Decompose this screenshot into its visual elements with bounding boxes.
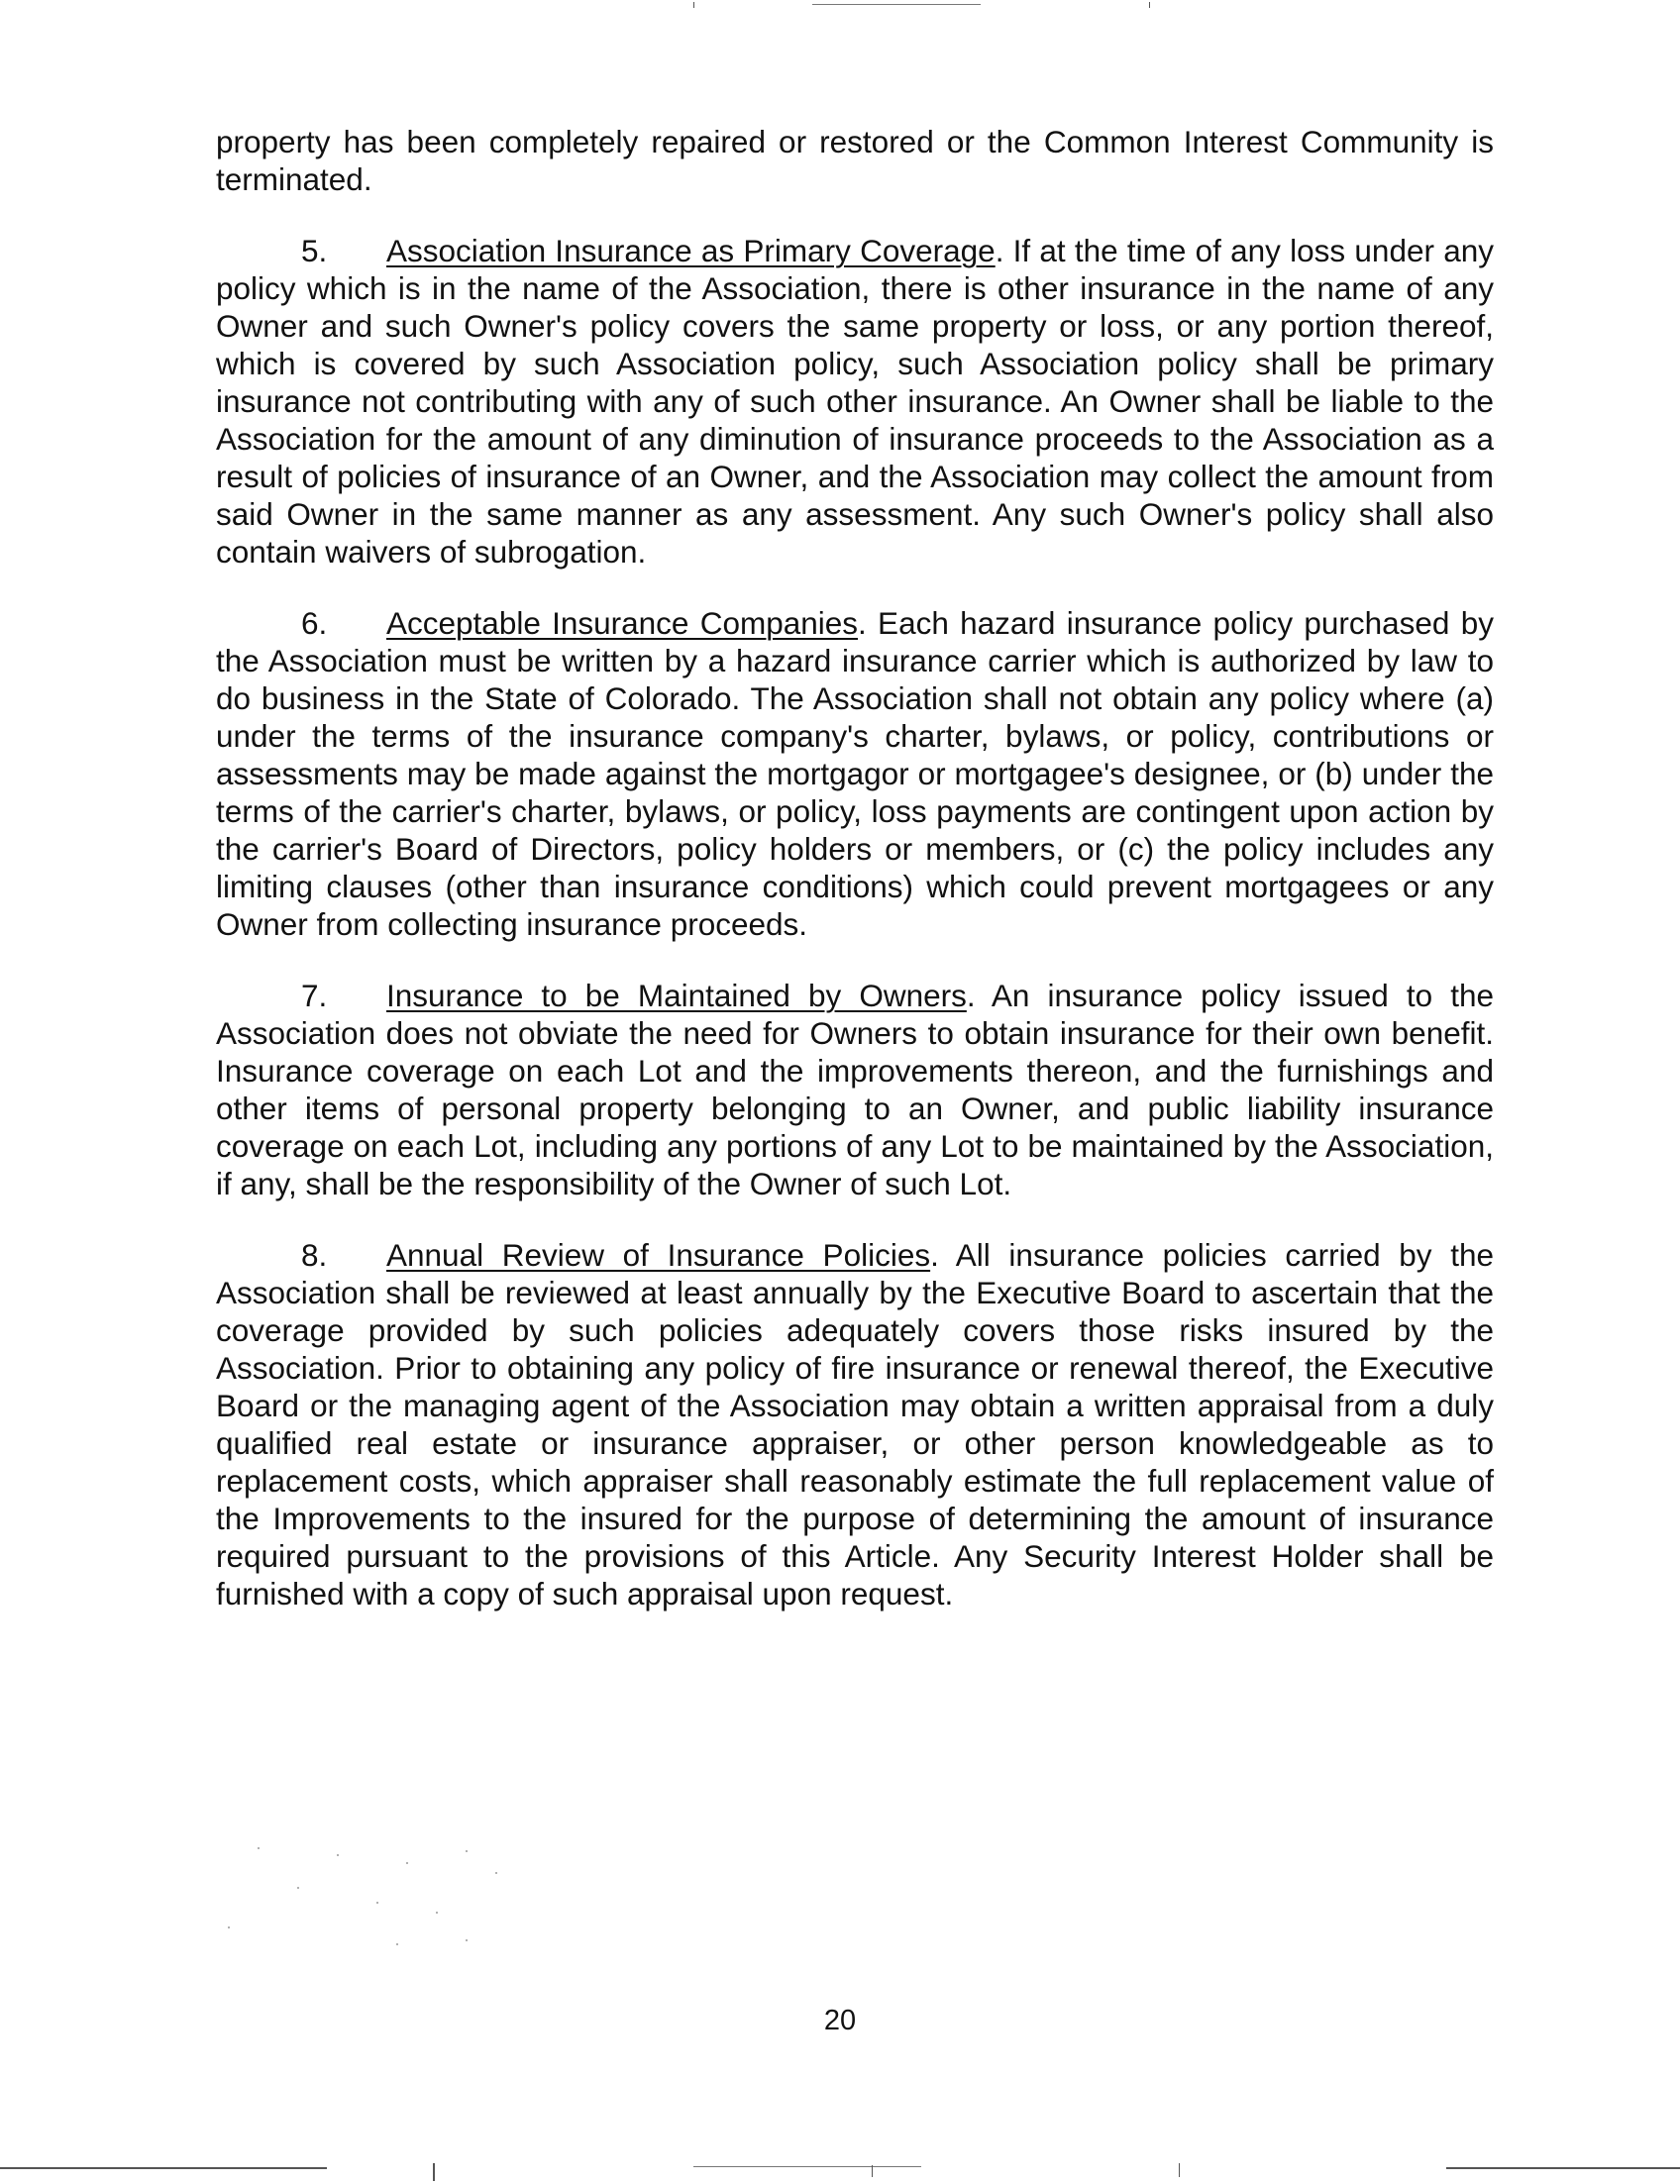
section-8-paragraph [216,1236,1494,1612]
section-5-heading: Association Insurance as Primary Coverage [386,233,996,268]
continuation-paragraph: property has been completely repaired or restored or the Common Interest Community is terminated. [216,124,1494,197]
scan-artifact-bottom-line [0,2167,327,2169]
section-8-heading: Annual Review of Insurance Policies [386,1237,931,1273]
section-5-paragraph [216,232,1494,571]
scan-speck [406,1862,408,1864]
scan-artifact-tick [1179,2163,1180,2177]
section-6-heading: Acceptable Insurance Companies [386,605,859,641]
page-number: 20 [823,2005,857,2036]
scan-speck [466,1850,468,1852]
scan-speck [258,1847,260,1849]
scan-speck [337,1854,339,1856]
document-body [216,123,1494,1646]
scan-speck [436,1912,438,1914]
section-5-number: 5. [301,233,328,268]
scan-artifact-tick [1149,2,1150,8]
section-8-number: 8. [301,1237,328,1273]
section-6-paragraph [216,604,1494,943]
section-7-number: 7. [301,978,328,1013]
section-7-heading: Insurance to be Maintained by Owners [386,978,967,1013]
scan-artifact-top-line [812,4,981,5]
scan-speck [297,1887,299,1889]
section-6-body: . Each hazard insurance policy purchased by the Association must be written by a hazard insurance carrier which is authorized by law to do business in the State of Colorado. The Association shall not obtain any policy where (a) under the terms of the insurance company's charter, bylaws, or policy, contributions or assessments may be made against the mortgagor or mortgagee's designee, or (b) under the terms of the carrier's charter, bylaws, or policy, loss payments are contingent upon action by the carrier's Board of Directors, policy holders or members, or (c) the policy includes any limiting clauses (other than insurance conditions) which could prevent mortgagees or any Owner from collecting insurance proceeds. [216,605,1494,942]
scan-artifact-tick [693,2,694,8]
section-5-body: . If at the time of any loss under any policy which is in the name of the Association, there is other insurance in the name of any Owner and such Owner's policy covers the same property or loss, or any portion thereof, which is covered by such Association policy, such Association policy shall be primary insurance not contributing with any of such other insurance. An Owner shall be liable to the Association for the amount of any diminution of insurance proceeds to the Association as a result of policies of insurance of an Owner, and the Association may collect the amount from said Owner in the same manner as any assessment. Any such Owner's policy shall also contain waivers of subrogation. [216,233,1494,570]
scan-artifact-bottom-line [693,2166,921,2167]
scan-artifact-tick [433,2163,435,2181]
section-7-paragraph [216,977,1494,1202]
section-6-number: 6. [301,605,328,641]
scan-speck [376,1902,378,1904]
scan-artifact-tick [872,2165,873,2177]
section-7-body: . An insurance policy issued to the Association does not obviate the need for Owners to obtain insurance for their own benefit. Insurance coverage on each Lot and the improvements thereon, and the furnishings and other items of personal property belonging to an Owner, and public liability insurance coverage on each Lot, including any portions of any Lot to be maintained by the Association, if any, shall be the responsibility of the Owner of such Lot. [216,978,1494,1201]
scan-speck [466,1939,468,1941]
scan-speck [495,1872,497,1874]
scan-speck [396,1943,398,1945]
scan-artifact-bottom-line [1446,2167,1680,2169]
section-8-body: . All insurance policies carried by the Association shall be reviewed at least annually by the Executive Board to ascertain that the coverage provided by such policies adequately covers those risks insured by the Association. Prior to obtaining any policy of fire insurance or renewal thereof, the Executive Board or the managing agent of the Association may obtain a written appraisal from a duly qualified real estate or insurance appraiser, or other person knowledgeable as to replacement costs, which appraiser shall reasonably estimate the full replacement value of the Improvements to the insured for the purpose of determining the amount of insurance required pursuant to the provisions of this Article. Any Security Interest Holder shall be furnished with a copy of such appraisal upon request. [216,1237,1494,1612]
scan-speck [228,1926,230,1928]
